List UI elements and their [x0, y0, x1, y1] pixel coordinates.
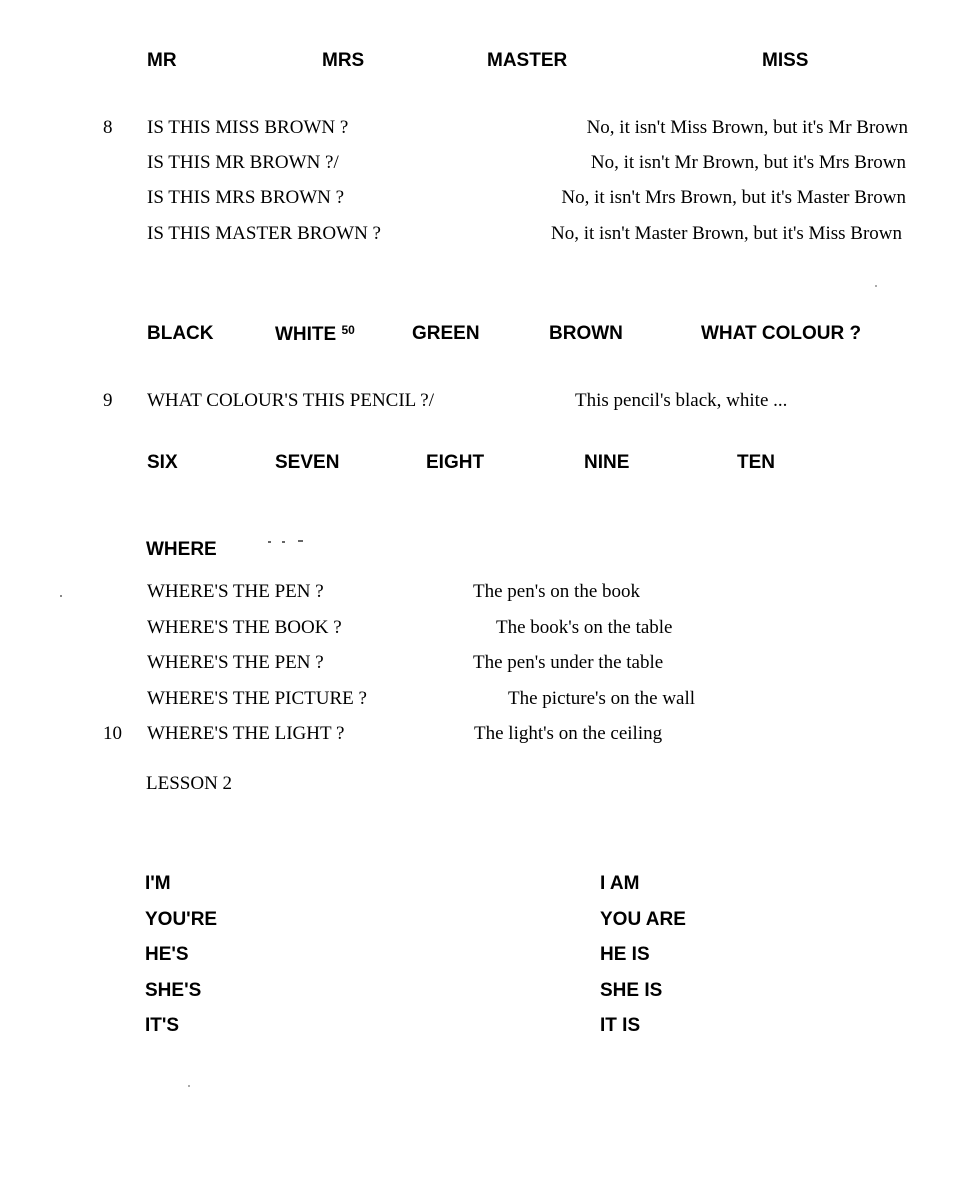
contraction-long-3: HE IS	[600, 944, 650, 965]
contraction-short-3: HE'S	[145, 944, 189, 965]
question-9: WHAT COLOUR'S THIS PENCIL ?/	[147, 390, 435, 411]
header-mrs: MRS	[322, 50, 365, 71]
answer-9: This pencil's black, white ...	[575, 390, 788, 411]
exercise-number-8: 8	[103, 117, 113, 138]
answer-where-3: The pen's under the table	[473, 652, 664, 673]
scan-speck	[282, 541, 285, 543]
header-mr: MR	[147, 50, 177, 71]
question-8-2: IS THIS MR BROWN ?/	[147, 152, 339, 173]
question-8-3: IS THIS MRS BROWN ?	[147, 187, 345, 208]
question-8-1: IS THIS MISS BROWN ?	[147, 117, 349, 138]
header-six: SIX	[147, 452, 178, 473]
question-where-1: WHERE'S THE PEN ?	[147, 581, 324, 602]
header-black: BLACK	[147, 323, 214, 344]
header-what-colour: WHAT COLOUR ?	[701, 323, 862, 344]
header-green: GREEN	[412, 323, 480, 344]
contraction-short-4: SHE'S	[145, 980, 202, 1001]
contraction-short-5: IT'S	[145, 1015, 180, 1036]
question-where-3: WHERE'S THE PEN ?	[147, 652, 324, 673]
answer-where-4: The picture's on the wall	[508, 688, 696, 709]
exercise-number-10: 10	[103, 723, 122, 744]
scan-speck	[188, 1085, 190, 1087]
answer-8-3: No, it isn't Mrs Brown, but it's Master Brown	[561, 187, 906, 208]
header-where: WHERE	[146, 539, 217, 560]
contraction-short-2: YOU'RE	[145, 909, 218, 930]
header-seven: SEVEN	[275, 452, 340, 473]
lesson-label: LESSON 2	[146, 773, 233, 794]
answer-8-1: No, it isn't Miss Brown, but it's Mr Brown	[586, 117, 908, 138]
contraction-long-1: I AM	[600, 873, 640, 894]
answer-where-5: The light's on the ceiling	[474, 723, 663, 744]
header-white	[275, 323, 355, 346]
scan-speck	[60, 595, 62, 597]
header-master: MASTER	[487, 50, 568, 71]
header-ten: TEN	[737, 452, 775, 473]
question-where-5: WHERE'S THE LIGHT ?	[147, 723, 345, 744]
answer-8-4: No, it isn't Master Brown, but it's Miss Brown	[551, 223, 902, 244]
question-8-4: IS THIS MASTER BROWN ?	[147, 223, 381, 244]
question-where-4: WHERE'S THE PICTURE ?	[147, 688, 367, 709]
contraction-short-1: I'M	[145, 873, 171, 894]
question-where-2: WHERE'S THE BOOK ?	[147, 617, 342, 638]
contraction-long-2: YOU ARE	[600, 909, 686, 930]
header-white-label: WHITE	[275, 324, 337, 345]
header-eight: EIGHT	[426, 452, 485, 473]
header-brown: BROWN	[549, 323, 623, 344]
exercise-number-9: 9	[103, 390, 113, 411]
answer-where-1: The pen's on the book	[473, 581, 641, 602]
answer-where-2: The book's on the table	[496, 617, 673, 638]
answer-8-2: No, it isn't Mr Brown, but it's Mrs Brown	[590, 152, 906, 173]
scan-speck	[268, 541, 271, 543]
contraction-long-5: IT IS	[600, 1015, 641, 1036]
contraction-long-4: SHE IS	[600, 980, 663, 1001]
scan-speck	[298, 540, 303, 542]
header-nine: NINE	[584, 452, 630, 473]
header-miss: MISS	[762, 50, 809, 71]
header-white-superscript: 50	[341, 323, 355, 337]
scan-speck	[875, 285, 877, 287]
